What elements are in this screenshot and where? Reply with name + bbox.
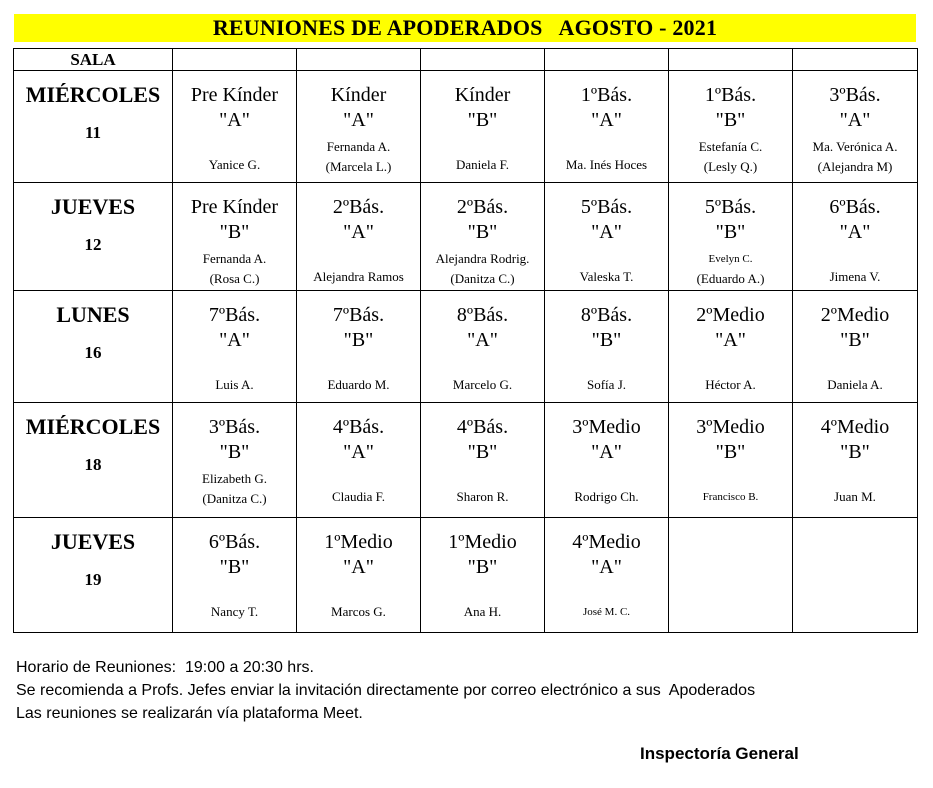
class-cell bbox=[793, 71, 918, 183]
invitation-note: Se recomienda a Profs. Jefes enviar la invitación directamente por correo electrónico a sus Apoderados bbox=[16, 682, 756, 699]
table-row bbox=[14, 183, 918, 291]
teacher-name: Sharon R. bbox=[456, 489, 509, 504]
course-section: "A" bbox=[715, 329, 746, 351]
class-cell bbox=[545, 183, 669, 291]
class-cell bbox=[297, 403, 421, 518]
class-cell bbox=[297, 518, 421, 633]
course-name: 1ºBás. bbox=[704, 84, 757, 106]
day-cell bbox=[14, 71, 173, 183]
course-name: 4ºMedio bbox=[572, 531, 641, 553]
teacher-name: Daniela F. bbox=[455, 157, 510, 172]
teacher-name: Daniela A. bbox=[827, 377, 883, 392]
day-date: 19 bbox=[84, 570, 102, 589]
course-name: 3ºBás. bbox=[208, 416, 261, 438]
course-name: Pre Kínder bbox=[190, 84, 279, 106]
course-section: "A" bbox=[343, 221, 374, 243]
course-section: "B" bbox=[840, 441, 870, 463]
course-section: "A" bbox=[343, 109, 374, 131]
course-name: 1ºMedio bbox=[448, 531, 517, 553]
day-name: MIÉRCOLES bbox=[25, 414, 161, 439]
teacher-name: Yanice G. bbox=[208, 157, 261, 172]
header-cell bbox=[421, 49, 545, 71]
course-name: 4ºBás. bbox=[332, 416, 385, 438]
course-name: 5ºBás. bbox=[704, 196, 757, 218]
teacher-substitute: (Rosa C.) bbox=[209, 271, 260, 286]
class-cell bbox=[793, 291, 918, 403]
course-section: "B" bbox=[715, 441, 746, 463]
class-cell bbox=[545, 291, 669, 403]
course-name: 2ºBás. bbox=[332, 196, 385, 218]
header-cell bbox=[545, 49, 669, 71]
table-row bbox=[14, 403, 918, 518]
day-name: MIÉRCOLES bbox=[25, 82, 161, 107]
course-section: "B" bbox=[219, 221, 250, 243]
day-name: JUEVES bbox=[50, 194, 136, 219]
course-section: "B" bbox=[467, 441, 498, 463]
day-date: 12 bbox=[84, 235, 102, 254]
teacher-name: Marcos G. bbox=[331, 604, 386, 619]
course-name: 8ºBás. bbox=[456, 304, 509, 326]
header-cell bbox=[173, 49, 297, 71]
course-name: 4ºMedio bbox=[820, 416, 890, 438]
teacher-name: Ma. Verónica A. bbox=[812, 139, 898, 154]
day-cell bbox=[14, 183, 173, 291]
teacher-name: Juan M. bbox=[834, 489, 876, 504]
course-section: "B" bbox=[591, 329, 622, 351]
course-name: 6ºBás. bbox=[208, 531, 261, 553]
day-date: 18 bbox=[84, 455, 102, 474]
header-cell bbox=[669, 49, 793, 71]
course-name: 7ºBás. bbox=[332, 304, 385, 326]
course-name: 4ºBás. bbox=[456, 416, 509, 438]
teacher-name: Marcelo G. bbox=[452, 377, 513, 392]
teacher-name: José M. C. bbox=[582, 606, 631, 618]
course-name: 8ºBás. bbox=[580, 304, 633, 326]
teacher-substitute: (Danitza C.) bbox=[202, 491, 267, 506]
course-name: Kínder bbox=[330, 84, 387, 106]
signature: Inspectoría General bbox=[640, 744, 799, 763]
course-name: 2ºBás. bbox=[456, 196, 509, 218]
teacher-name: Fernanda A. bbox=[326, 139, 391, 154]
course-name: 2ºMedio bbox=[696, 304, 765, 326]
teacher-name: Ma. Inés Hoces bbox=[565, 157, 648, 172]
table-row bbox=[14, 518, 918, 633]
teacher-name: Claudia F. bbox=[331, 489, 386, 504]
class-cell bbox=[669, 291, 793, 403]
course-section: "B" bbox=[343, 329, 374, 351]
empty-cell bbox=[793, 518, 918, 633]
class-cell bbox=[421, 403, 545, 518]
teacher-name: Evelyn C. bbox=[708, 253, 753, 265]
teacher-name: Francisco B. bbox=[702, 491, 759, 503]
header-cell bbox=[297, 49, 421, 71]
header-cell bbox=[793, 49, 918, 71]
course-name: 3ºMedio bbox=[572, 416, 641, 438]
class-cell bbox=[173, 183, 297, 291]
teacher-name: Luis A. bbox=[215, 377, 254, 392]
teacher-name: Estefanía C. bbox=[698, 139, 763, 154]
course-section: "B" bbox=[219, 556, 250, 578]
teacher-substitute: (Eduardo A.) bbox=[696, 271, 765, 286]
class-cell bbox=[173, 518, 297, 633]
header-row bbox=[14, 49, 918, 71]
course-section: "B" bbox=[467, 556, 498, 578]
course-name: 1ºMedio bbox=[324, 531, 393, 553]
course-section: "A" bbox=[591, 441, 622, 463]
class-cell bbox=[173, 71, 297, 183]
course-name: 1ºBás. bbox=[580, 84, 633, 106]
day-cell bbox=[14, 291, 173, 403]
course-section: "B" bbox=[219, 441, 250, 463]
day-name: LUNES bbox=[56, 302, 130, 327]
teacher-name: Ana H. bbox=[463, 604, 502, 619]
teacher-name: Alejandra Ramos bbox=[313, 269, 404, 284]
teacher-name: Valeska T. bbox=[579, 269, 634, 284]
day-cell bbox=[14, 403, 173, 518]
course-name: Pre Kínder bbox=[190, 196, 279, 218]
class-cell bbox=[669, 183, 793, 291]
course-section: "A" bbox=[839, 109, 871, 131]
course-name: 6ºBás. bbox=[829, 196, 881, 218]
course-name: Kínder bbox=[454, 84, 511, 106]
course-section: "A" bbox=[219, 329, 250, 351]
table-row bbox=[14, 291, 918, 403]
teacher-name: Sofía J. bbox=[587, 377, 626, 392]
course-section: "A" bbox=[343, 441, 374, 463]
class-cell bbox=[793, 403, 918, 518]
teacher-substitute: (Lesly Q.) bbox=[703, 159, 758, 174]
course-name: 5ºBás. bbox=[580, 196, 633, 218]
course-section: "B" bbox=[467, 221, 498, 243]
class-cell bbox=[173, 403, 297, 518]
teacher-name: Alejandra Rodrig. bbox=[435, 251, 530, 266]
day-name: JUEVES bbox=[50, 529, 136, 554]
class-cell bbox=[297, 291, 421, 403]
teacher-name: Elizabeth G. bbox=[202, 471, 267, 486]
course-section: "B" bbox=[715, 221, 746, 243]
schedule-note: Horario de Reuniones: 19:00 a 20:30 hrs. bbox=[16, 659, 314, 676]
class-cell bbox=[421, 71, 545, 183]
day-cell bbox=[14, 518, 173, 633]
class-cell bbox=[545, 71, 669, 183]
teacher-name: Nancy T. bbox=[210, 604, 259, 619]
platform-note: Las reuniones se realizarán vía plataforma Meet. bbox=[16, 705, 363, 722]
course-section: "A" bbox=[467, 329, 498, 351]
class-cell bbox=[297, 71, 421, 183]
course-section: "B" bbox=[467, 109, 498, 131]
class-cell bbox=[297, 183, 421, 291]
teacher-name: Héctor A. bbox=[705, 377, 756, 392]
day-date: 11 bbox=[84, 123, 102, 142]
table-row bbox=[14, 71, 918, 183]
course-name: 3ºBás. bbox=[829, 84, 881, 106]
course-section: "A" bbox=[591, 556, 622, 578]
course-section: "A" bbox=[591, 221, 622, 243]
course-section: "A" bbox=[839, 221, 871, 243]
class-cell bbox=[421, 518, 545, 633]
course-name: 3ºMedio bbox=[696, 416, 765, 438]
course-section: "B" bbox=[840, 329, 870, 351]
teacher-name: Eduardo M. bbox=[327, 377, 390, 392]
course-section: "A" bbox=[591, 109, 622, 131]
notes-block bbox=[16, 656, 755, 725]
teacher-substitute: (Marcela L.) bbox=[325, 159, 392, 174]
class-cell bbox=[421, 183, 545, 291]
class-cell bbox=[421, 291, 545, 403]
sala-header: SALA bbox=[14, 49, 173, 71]
class-cell bbox=[669, 403, 793, 518]
teacher-name: Rodrigo Ch. bbox=[574, 489, 639, 504]
course-section: "B" bbox=[715, 109, 746, 131]
course-section: "A" bbox=[219, 109, 250, 131]
teacher-substitute: (Alejandra M) bbox=[817, 159, 893, 174]
course-section: "A" bbox=[343, 556, 374, 578]
class-cell bbox=[793, 183, 918, 291]
course-name: 2ºMedio bbox=[820, 304, 890, 326]
class-cell bbox=[669, 71, 793, 183]
class-cell bbox=[545, 403, 669, 518]
meeting-schedule-table bbox=[13, 48, 918, 633]
class-cell bbox=[545, 518, 669, 633]
day-date: 16 bbox=[84, 343, 102, 362]
empty-cell bbox=[669, 518, 793, 633]
teacher-substitute: (Danitza C.) bbox=[450, 271, 515, 286]
teacher-name: Jimena V. bbox=[829, 269, 881, 284]
page-title: REUNIONES DE APODERADOS AGOSTO - 2021 bbox=[14, 14, 916, 42]
teacher-name: Fernanda A. bbox=[202, 251, 267, 266]
class-cell bbox=[173, 291, 297, 403]
course-name: 7ºBás. bbox=[208, 304, 261, 326]
